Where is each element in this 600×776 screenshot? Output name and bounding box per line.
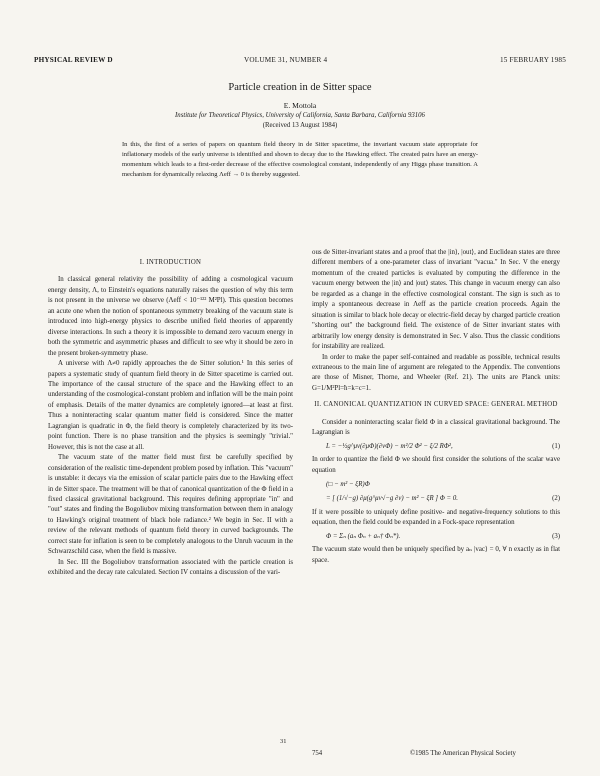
received-date: (Received 13 August 1984) bbox=[262, 122, 338, 129]
paragraph: Consider a noninteracting scalar field Φ in a classical gravitational background. The Lagrangian is bbox=[312, 418, 560, 437]
equation-2 bbox=[312, 480, 560, 504]
paragraph: The vacuum state would then be uniquely specified by aₙ |vac⟩ = 0, ∀ n exactly as in flat space. bbox=[312, 546, 560, 564]
section-heading-introduction: I. INTRODUCTION bbox=[139, 259, 202, 266]
left-column bbox=[48, 248, 293, 579]
volume-page-marker: 31 bbox=[280, 738, 287, 745]
equation-1-body: L = −½g^μν(∂μΦ)(∂νΦ) − m²/2 Φ² − ξ/2 RΦ², bbox=[326, 442, 453, 450]
paragraph: In order to quantize the field Φ we should first consider the solutions of the scalar wave equation bbox=[312, 456, 560, 474]
equation-3-number: (3) bbox=[552, 532, 560, 540]
paragraph: In classical general relativity the possibility of adding a cosmological vacuum energy density, Λ, to Einstein's equations naturally raises the question of why this term is not present in the universe we observe (Λeff < 10⁻¹²² M²Pl). This question becomes an acute one when the notion of spontaneous symmetry breaking of the vacuum state is introduced into high-energy physics to describe unified field theories of apparently diverse interactions. In such a theory it is impossible to demand zero vacuum energy in both the symmetric and asymmetric phases and difficult to see why it should be zero in the present broken-symmetry phase. bbox=[48, 276, 293, 357]
abstract: In this, the first of a series of papers on quantum field theory in de Sitter spacetime, the invariant vacuum state appropriate for inflationary models of the early universe is identified and shown to decay due to the Hawking effect. The created pairs have an energy-momentum which leads to a first-order decrease of the effective cosmological constant, independently of any Higgs phase transition. A mechanism for dynamically relaxing Λeff → 0 is thereby suggested. bbox=[122, 141, 478, 179]
paragraph: A universe with Λ≠0 rapidly approaches the de Sitter solution.¹ In this series of papers a systematic study of quantum field theory in de Sitter spacetime is carried out. The importance of the causal structure of the space and the Hawking effect to an understanding of the cosmological-constant problem and inflation will be the main point of emphasis. Details of the matter dynamics are completely ignored—at least at first. Thus a noninteracting scalar quantum matter field is considered. Since the matter Lagrangian is quadratic in Φ, the field theory is completely characterized by its two-point function. There is no phase transition and the physics is seemingly "trivial." However, this is not the case at all. bbox=[48, 360, 293, 451]
equation-2-number: (2) bbox=[552, 494, 560, 502]
right-column bbox=[312, 248, 560, 566]
equation-3 bbox=[312, 532, 560, 542]
affiliation: Institute for Theoretical Physics, University of California, Santa Barbara, California 93106 bbox=[175, 112, 425, 119]
page-number: 754 bbox=[312, 750, 323, 757]
equation-2-line-b bbox=[312, 494, 560, 504]
author: E. Mottola bbox=[283, 101, 317, 110]
paragraph: The vacuum state of the matter field must first be carefully specified by consideration of the realistic time-dependent problem posed by inflation. This "vacuum" is unstable: it decays via the emission of scalar particle pairs due to the Hawking effect in de Sitter space. The treatment will be that of canonical quantization of the Φ field in a fixed classical gravitational background. This requires defining appropriate "in" and "out" states and finding the Bogoliubov mixing transformation between them in analogy to Hawking's original treatment of black hole radiance.² We begin in Sec. II with a review of the relevant methods of quantum field theory in curved backgrounds. The correct state for inflation is seen to be completely analogous to the Unruh vacuum in the Schwarzschild case, when the field is massive. bbox=[48, 454, 293, 556]
paragraph: In Sec. III the Bogoliubov transformation associated with the particle creation is exhibited and the decay rate calculated. Section IV contains a discussion of the vari- bbox=[48, 558, 293, 577]
section-heading-canonical-quantization: II. CANONICAL QUANTIZATION IN CURVED SPACE: GENERAL METHOD bbox=[314, 401, 558, 409]
copyright: ©1985 The American Physical Society bbox=[410, 750, 516, 757]
paragraph: ous de Sitter-invariant states and a proof that the |in⟩, |out⟩, and Euclidean states are three different members of a one-parameter class of invariant "vacua." In Sec. V the energy momentum of the created particles is evaluated by computing the difference in the vacuum energy between the |in⟩ and |out⟩ states. This change in vacuum energy can also be regarded as a change in the effective cosmological constant. The sign is such as to imply a spontaneous decrease in Λeff as the particle creation proceeds. Again the situation is similar to black hole decay or electric-field decay by charged particle creation "shorting out" the background field. The existence of de Sitter invariant states with arbitrarily low energy density is demonstrated in Sec. V also. Thus the classic conditions for instability are realized. bbox=[312, 249, 560, 351]
equation-2b-body: = [ (1/√−g) ∂μ(g^μν√−g ∂ν) − m² − ξR ] Φ = 0. bbox=[326, 494, 458, 502]
paragraph: If it were possible to uniquely define positive- and negative-frequency solutions to this equation, then the field could be expanded in a Fock-space representation bbox=[312, 508, 560, 527]
volume-number: VOLUME 31, NUMBER 4 bbox=[244, 56, 328, 64]
paper-title: Particle creation in de Sitter space bbox=[228, 82, 372, 93]
equation-3-body: Φ = Σₙ (aₙ Φₙ + aₙ† Φₙ*). bbox=[326, 532, 401, 540]
equation-1-number: (1) bbox=[552, 442, 560, 450]
equation-2a-body: (□ − m² − ξR)Φ bbox=[326, 481, 370, 489]
journal-name: PHYSICAL REVIEW D bbox=[34, 56, 113, 64]
equation-1 bbox=[312, 442, 560, 452]
running-header bbox=[34, 56, 566, 68]
issue-date: 15 FEBRUARY 1985 bbox=[499, 56, 566, 64]
paragraph: In order to make the paper self-contained and readable as possible, technical results extraneous to the main line of argument are relegated to the Appendix. The conventions are those of Misner, Thorne, and Wheeler (Ref. 21). The units are Planck units: G=1/M²Pl=ħ=k=c=1. bbox=[312, 353, 560, 392]
equation-2-line-a bbox=[312, 480, 560, 490]
